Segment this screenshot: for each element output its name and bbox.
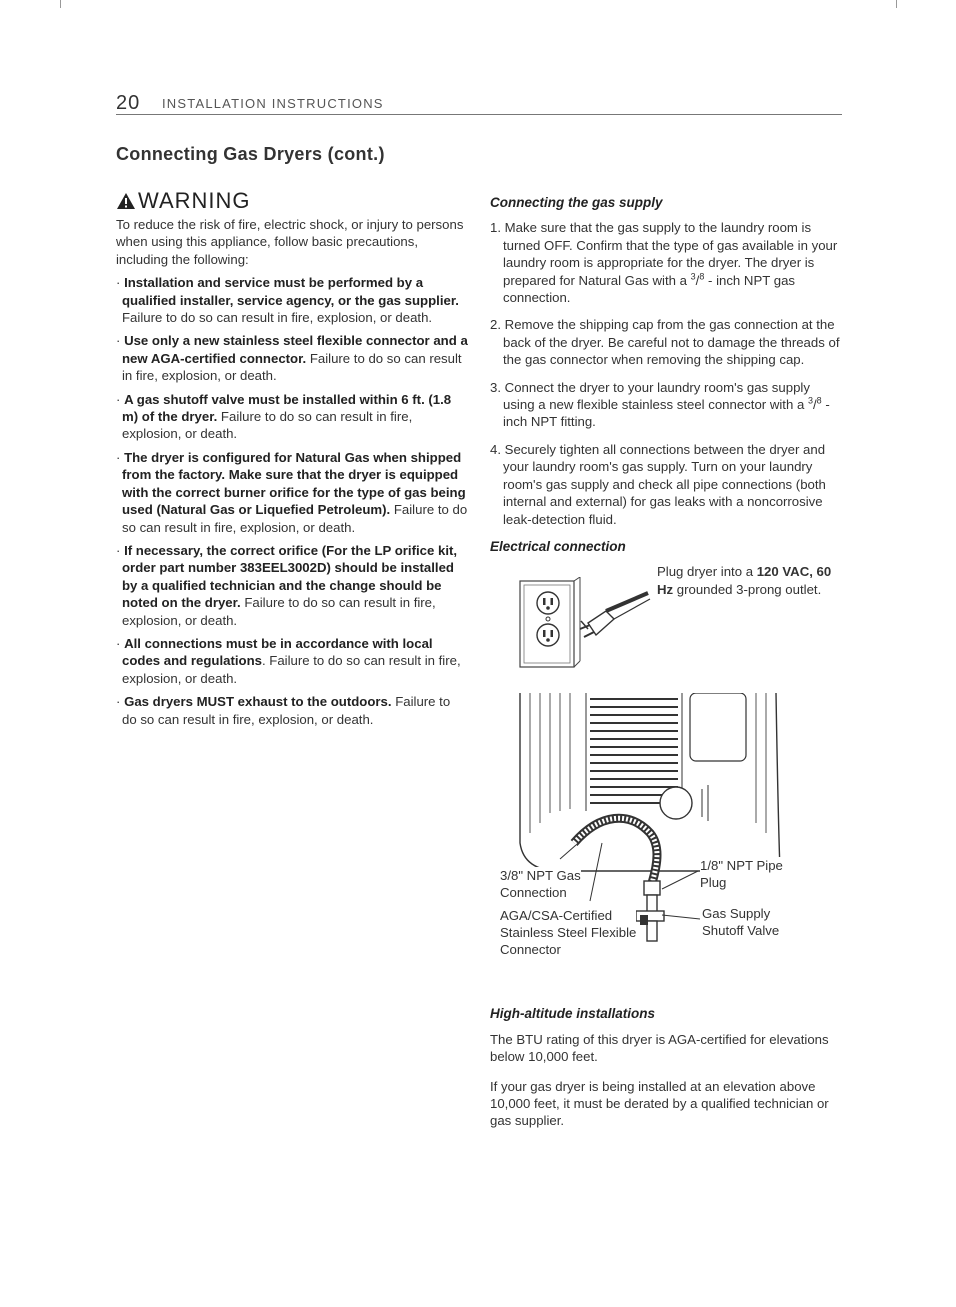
warning-bullet-bold: Gas dryers MUST exhaust to the outdoors.: [124, 694, 392, 710]
fraction-slash: /: [812, 397, 817, 413]
label-connector-l1: AGA/CSA-Certified: [500, 908, 613, 924]
warning-intro: To reduce the risk of fire, electric shock, or injury to persons when using this appliance, follow basic precautions, including the following:: [116, 217, 464, 267]
warning-bullet-bold: A gas shutoff valve must be installed within 6 ft. (1.8 m) of the dryer.: [122, 391, 452, 425]
warning-bullet-bold: The dryer is configured for Natural Gas when shipped from the factory. Make sure that the dryer is equipped with the correct burner orifice for the type of gas being used (Natural Gas or Liquefied Petroleum).: [122, 449, 466, 518]
gas-supply-step: [490, 219, 842, 306]
step-text: Remove the shipping cap from the gas connection at the back of the dryer. Be careful not to damage the threads of the gas connector when removing the shipping cap.: [503, 317, 840, 368]
warning-bullet-bold: Installation and service must be performed by a qualified installer, service agency, or the gas supplier.: [122, 275, 459, 308]
bullet-dot: ·: [116, 391, 125, 407]
step-number: 4.: [490, 441, 501, 457]
step-text-tail: - inch NPT gas connection.: [503, 272, 795, 306]
step-text: Make sure that the gas supply to the laundry room is turned OFF. Confirm that the type of gas available in your laundry room is appropriate for the dryer. The dryer is prepared for Natural Gas with a: [503, 220, 838, 288]
electrical-note: [657, 563, 837, 598]
gas-supply-step: [490, 441, 842, 528]
label-valve-l1: Gas Supply: [702, 906, 771, 922]
bullet-dot: ·: [116, 694, 125, 710]
section-label: INSTALLATION INSTRUCTIONS: [162, 96, 384, 111]
label-pipe-plug-l1: 1/8" NPT Pipe: [700, 858, 783, 874]
gas-supply-steps: [490, 219, 842, 528]
gas-supply-step: [490, 379, 842, 431]
altitude-heading: High-altitude installations: [490, 1006, 656, 1022]
warning-bullet-text: Failure to do so can result in fire, explosion, or death.: [122, 350, 462, 384]
warning-bullet-text: Failure to do so can result in fire, explosion, or death.: [122, 310, 433, 326]
label-connector-l3: Connector: [500, 942, 561, 958]
electrical-heading: Electrical connection: [490, 538, 626, 554]
warning-bullet-text: . Failure to do so can result in fire, explosion, or death.: [122, 653, 461, 686]
warning-heading: [116, 188, 468, 214]
label-pipe-plug-l2: Plug: [700, 875, 727, 891]
gas-supply-heading: Connecting the gas supply: [490, 195, 663, 210]
instructions-column: [490, 194, 842, 1142]
warning-bullet-bold: All connections must be in accordance with local codes and regulations: [122, 635, 433, 669]
bullet-dot: ·: [116, 333, 125, 349]
altitude-paragraph-2: If your gas dryer is being installed at an elevation above 10,000 feet, it must be derated by a qualified technician or gas supplier.: [490, 1078, 829, 1129]
electrical-note-pre: Plug dryer into a: [657, 564, 757, 580]
electrical-note-bold: 120 VAC, 60 Hz: [657, 564, 832, 597]
step-text-tail: - inch NPT fitting.: [503, 397, 830, 430]
warning-bullet-bold: Use only a new stainless steel flexible connector and a new AGA-certified connector.: [122, 333, 468, 366]
warning-bullet-text: Failure to do so can result in fire, explosion, or death.: [122, 694, 451, 727]
step-number: 1.: [490, 220, 501, 236]
warning-bullet-text: Failure to do so can result in fire, explosion, or death.: [122, 595, 436, 628]
electrical-note-post: grounded 3-prong outlet.: [673, 581, 822, 597]
warning-bullet: [116, 332, 468, 384]
crop-mark-right: [896, 0, 897, 8]
label-npt-gas-connection: [500, 867, 581, 901]
warning-bullets: [116, 274, 468, 728]
warning-bullet: [116, 391, 468, 443]
fraction-numerator: 3: [807, 395, 813, 406]
altitude-section: [490, 1005, 842, 1129]
fraction-denominator: 8: [699, 271, 705, 282]
outlet-plug-illustration: [518, 577, 654, 669]
warning-triangle-icon: [116, 192, 136, 210]
fraction-denominator: 8: [816, 395, 822, 406]
fraction-numerator: 3: [690, 271, 696, 282]
warning-bullet-text: Failure to do so can result in fire, explosion, or death.: [122, 409, 413, 442]
bullet-dot: ·: [116, 635, 125, 651]
step-text: Connect the dryer to your laundry room's gas supply using a new flexible stainless steel connector with a: [503, 379, 810, 413]
warning-heading-text: WARNING: [138, 188, 251, 214]
gas-connection-diagram: [490, 693, 842, 983]
label-npt-gas-l1: 3/8" NPT Gas: [500, 868, 581, 884]
label-connector-l2: Stainless Steel Flexible: [500, 925, 637, 941]
step-number: 2.: [490, 317, 501, 333]
step-number: 3.: [490, 379, 501, 395]
label-flexible-connector: [500, 907, 636, 958]
fraction-slash: /: [695, 272, 700, 288]
step-text: Securely tighten all connections between the dryer and your laundry room's gas supply. Turn on your laundry room's gas supply and check all pipe connections (both internal and external) for gas leaks with a noncorrosive leak-detection fluid.: [503, 441, 826, 527]
electrical-block: [490, 563, 842, 681]
warning-bullet: [116, 635, 468, 687]
warning-bullet: [116, 449, 468, 536]
altitude-paragraph-1: The BTU rating of this dryer is AGA-certified for elevations below 10,000 feet.: [490, 1031, 829, 1065]
header-rule: [116, 114, 842, 115]
bullet-dot: ·: [116, 449, 125, 465]
label-shutoff-valve: [702, 905, 779, 939]
bullet-dot: ·: [116, 542, 125, 558]
warning-bullet-bold: If necessary, the correct orifice (For the LP orifice kit, order part number 383EEL3002D) should be installed by a qualified technician and the change should be noted on the dryer.: [122, 542, 458, 611]
warning-column: [116, 188, 468, 734]
gas-supply-step: [490, 316, 842, 368]
warning-bullet-text: Failure to do so can result in fire, explosion, or death.: [122, 502, 468, 535]
bullet-dot: ·: [116, 275, 125, 291]
warning-bullet: [116, 274, 468, 326]
crop-mark-left: [60, 0, 61, 8]
label-pipe-plug: [700, 857, 783, 891]
label-valve-l2: Shutoff Valve: [702, 923, 780, 939]
page-title: Connecting Gas Dryers (cont.): [116, 144, 385, 164]
page-number: 20: [116, 92, 141, 114]
warning-bullet: [116, 542, 468, 629]
label-npt-gas-l2: Connection: [500, 885, 567, 901]
warning-bullet: [116, 693, 468, 728]
